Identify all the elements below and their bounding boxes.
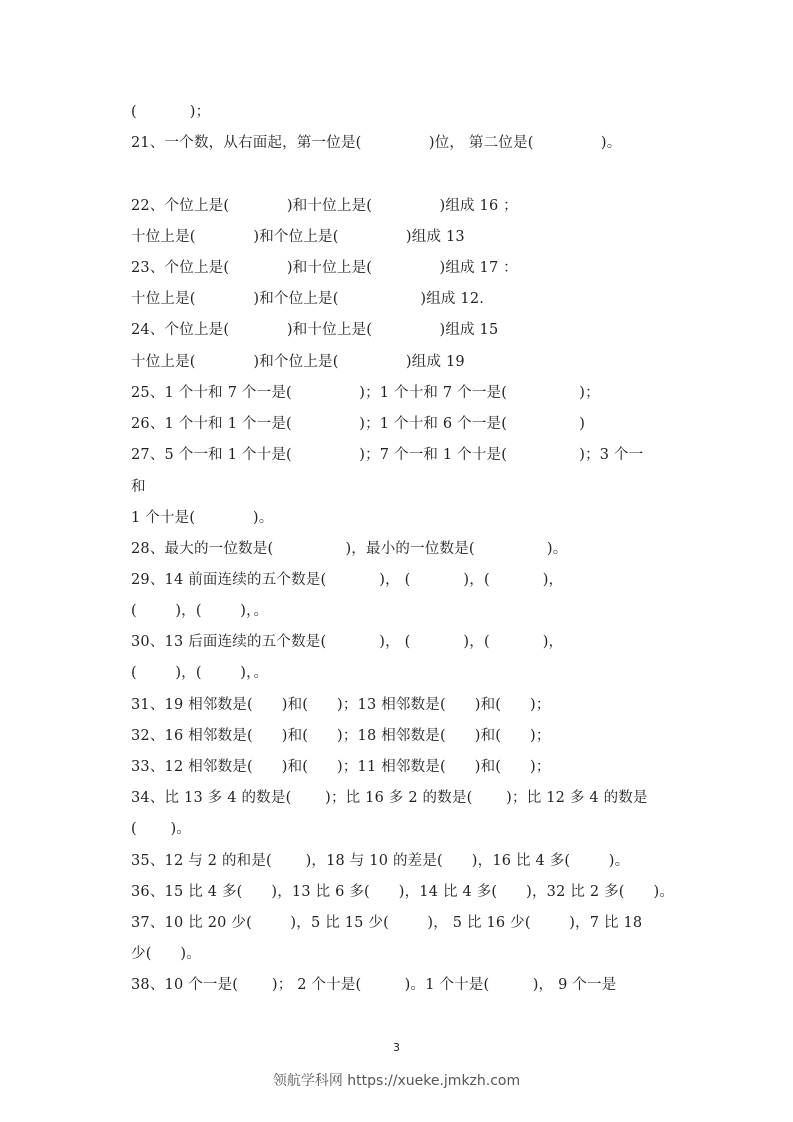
question-line: ( )，( )，。 [131,665,269,681]
question-line: 35、12 与 2 的和是( )，18 与 10 的差是( )，16 比 4 多( )。 [131,853,630,869]
question-line: 30、13 后面连续的五个数是( )， ( )，( )， [131,634,564,650]
question-line: 21、一个数，从右面起，第一位是( )位， 第二位是( )。 [131,135,622,151]
question-line: 28、最大的一位数是( )，最小的一位数是( )。 [131,541,568,557]
question-line: 33、12 相邻数是( )和( )；11 相邻数是( )和( )； [131,759,551,775]
question-line: ( )。 [131,821,192,837]
question-line: 34、比 13 多 4 的数是( )；比 16 多 2 的数是( )；比 12 多 4 的数是 [131,790,648,806]
question-line: 27、5 个一和 1 个十是( )；7 个一和 1 个十是( )；3 个一 [131,447,644,463]
question-line: ( )，( )，。 [131,603,269,619]
question-line: 32、16 相邻数是( )和( )；18 相邻数是( )和( )； [131,728,551,744]
question-line: 十位上是( )和个位上是( )组成 12. [131,291,485,307]
question-line: 十位上是( )和个位上是( )组成 13 [131,229,465,245]
question-line: 38、10 个一是( )； 2 个十是( )。1 个十是( )， 9 个一是 [131,977,617,993]
question-line: 29、14 前面连续的五个数是( )， ( )，( )， [131,572,564,588]
question-line: 24、个位上是( )和十位上是( )组成 15 [131,322,499,338]
question-line: 1 个十是( )。 [131,510,274,526]
question-line: 26、1 个十和 1 个一是( )；1 个十和 6 个一是( ) [131,416,586,432]
question-line: 和 [131,479,146,495]
question-line: 少( )。 [131,946,201,962]
question-line: 22、个位上是( )和十位上是( )组成 16 ； [131,198,518,214]
question-line: 37、10 比 20 少( )，5 比 15 少( )， 5 比 16 少( )，7 比 18 [131,915,643,931]
page-number: 3 [393,1041,400,1054]
question-line: 23、个位上是( )和十位上是( )组成 17 ： [131,260,518,276]
question-line: 36、15 比 4 多( )，13 比 6 多( )，14 比 4 多( )，32 比 2 多( )。 [131,884,675,900]
question-line: 31、19 相邻数是( )和( )；13 相邻数是( )和( )； [131,697,551,713]
question-line: ( )； [131,104,211,120]
question-line: 十位上是( )和个位上是( )组成 19 [131,354,465,370]
question-line: 25、1 个十和 7 个一是( )；1 个十和 7 个一是( )； [131,385,600,401]
footer-watermark: 领航学科网 https://xueke.jmkzh.com [272,1073,521,1089]
